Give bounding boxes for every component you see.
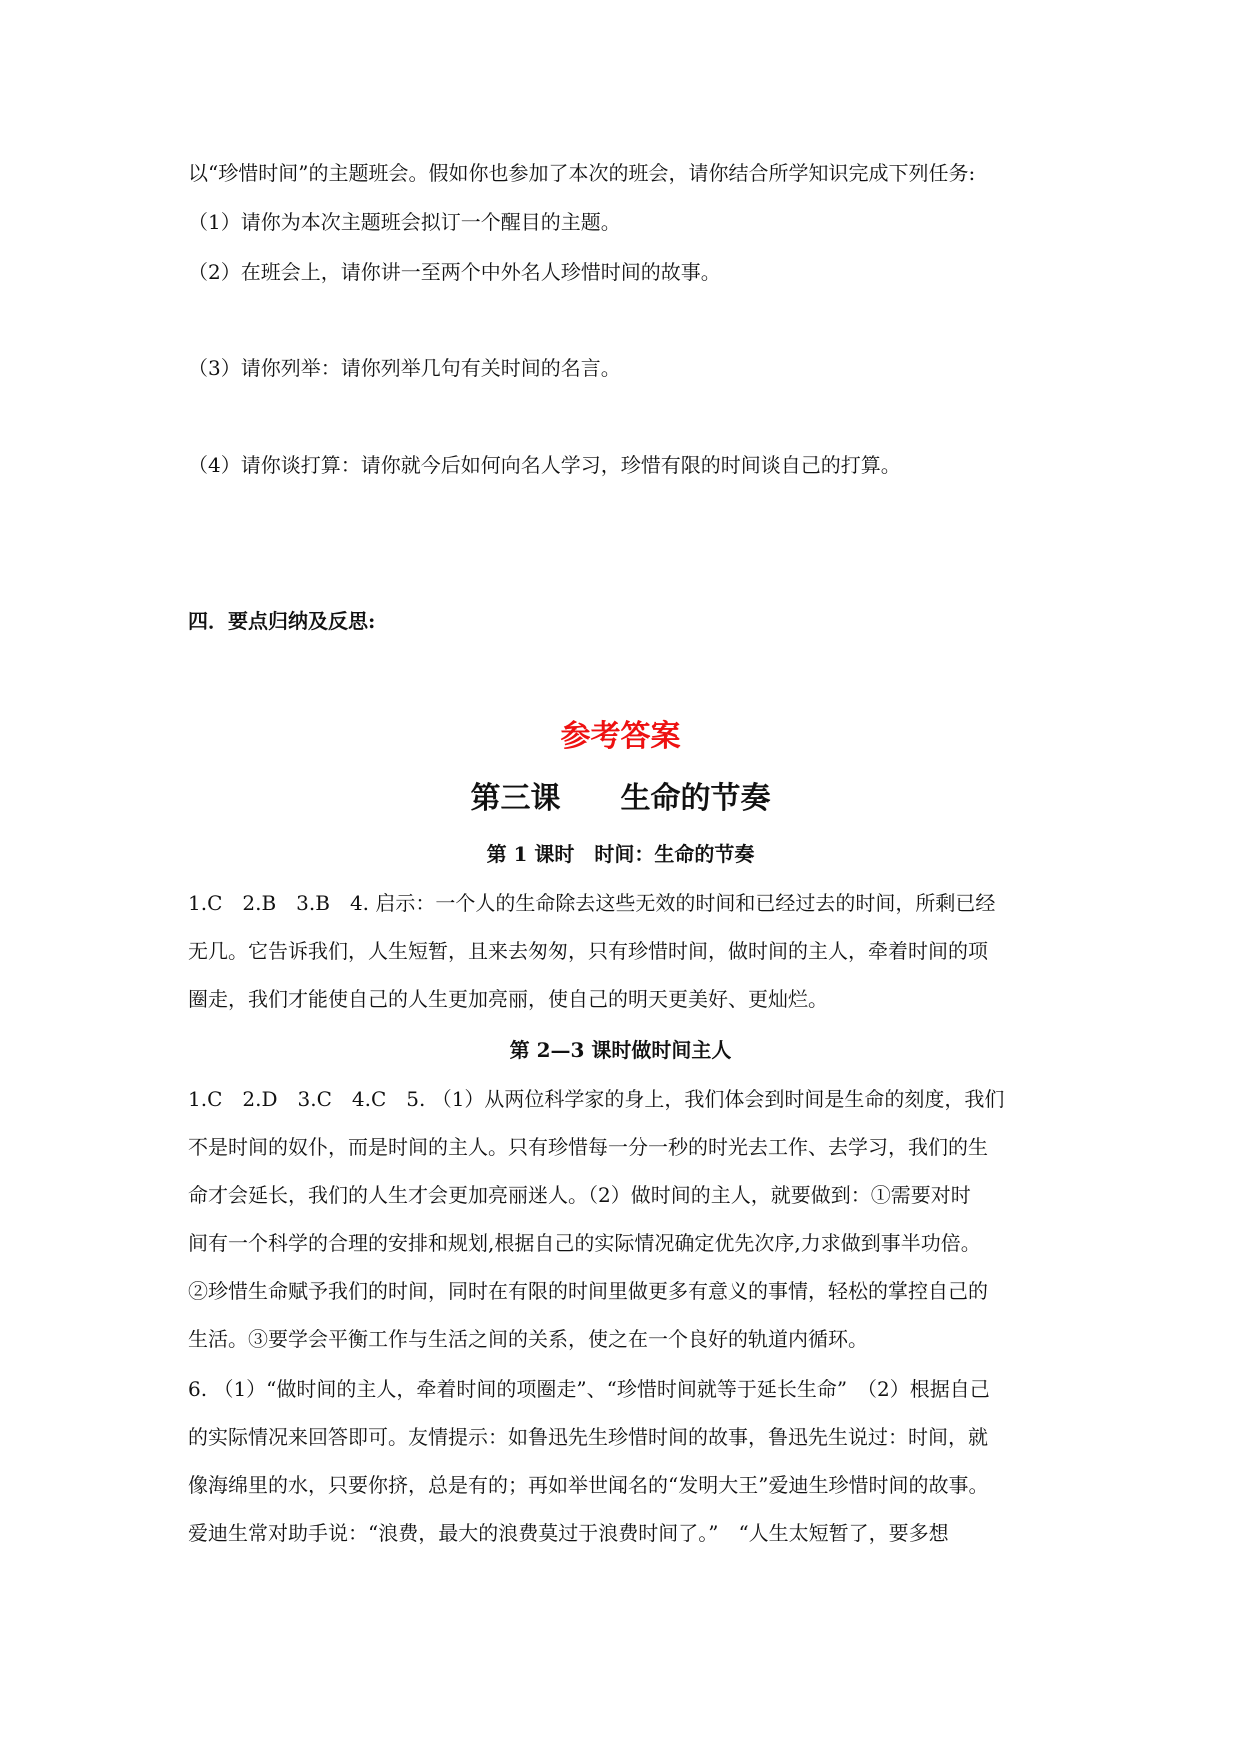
lesson2-line-2: 不是时间的奴仆，而是时间的主人。只有珍惜每一分一秒的时光去工作、去学习，我们的生	[188, 1135, 988, 1159]
lesson2-line-5: ②珍惜生命赋予我们的时间，同时在有限的时间里做更多有意义的事情，轻松的掌控自己的	[188, 1279, 988, 1303]
task-3: （3）请你列举：请你列举几句有关时间的名言。	[188, 356, 621, 380]
lesson-title: 第三课 生命的节奏	[470, 781, 771, 816]
lesson2-line-10: 爱迪生常对助手说：“浪费，最大的浪费莫过于浪费时间了。” “人生太短暂了，要多想	[188, 1521, 949, 1545]
lesson2-title: 第 2—3 课时做时间主人	[509, 1038, 732, 1062]
lesson2-line-8: 的实际情况来回答即可。友情提示：如鲁迅先生珍惜时间的故事，鲁迅先生说过：时间，就	[188, 1425, 988, 1449]
lesson2-line-6: 生活。③要学会平衡工作与生活之间的关系，使之在一个良好的轨道内循环。	[188, 1327, 868, 1351]
task-1: （1）请你为本次主题班会拟订一个醒目的主题。	[188, 210, 621, 234]
lesson1-line-3: 圈走，我们才能使自己的人生更加亮丽，使自己的明天更美好、更灿烂。	[188, 987, 828, 1011]
lesson2-line-9: 像海绵里的水，只要你挤，总是有的；再如举世闻名的“发明大王”爱迪生珍惜时间的故事。	[188, 1473, 989, 1497]
lesson1-title: 第 1 课时 时间：生命的节奏	[486, 842, 755, 866]
task-2: （2）在班会上，请你讲一至两个中外名人珍惜时间的故事。	[188, 260, 721, 284]
lesson2-line-1: 1.C 2.D 3.C 4.C 5. （1）从两位科学家的身上，我们体会到时间是生命的刻度，我们	[188, 1087, 1005, 1111]
section-four-heading: 四．要点归纳及反思:	[188, 609, 376, 633]
lesson1-line-1: 1.C 2.B 3.B 4. 启示：一个人的生命除去这些无效的时间和已经过去的时间，所剩已经	[188, 891, 996, 915]
lesson2-line-7: 6. （1）“做时间的主人，牵着时间的项圈走”、“珍惜时间就等于延长生命” （2）根据自己	[188, 1377, 990, 1401]
intro-text: 以“珍惜时间”的主题班会。假如你也参加了本次的班会，请你结合所学知识完成下列任务:	[188, 161, 976, 185]
lesson2-line-4: 间有一个科学的合理的安排和规划,根据自己的实际情况确定优先次序,力求做到事半功倍。	[188, 1231, 981, 1255]
answer-title: 参考答案	[560, 719, 681, 754]
lesson1-line-2: 无几。它告诉我们，人生短暂，且来去匆匆，只有珍惜时间，做时间的主人，牵着时间的项	[188, 939, 988, 963]
lesson2-line-3: 命才会延长，我们的人生才会更加亮丽迷人。（2）做时间的主人，就要做到：①需要对时	[188, 1183, 971, 1207]
task-4: （4）请你谈打算：请你就今后如何向名人学习，珍惜有限的时间谈自己的打算。	[188, 453, 901, 477]
